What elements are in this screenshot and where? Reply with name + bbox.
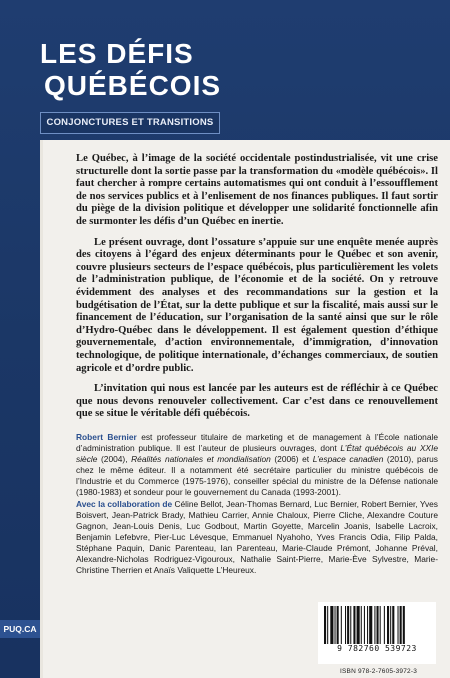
blurb-paragraph-2: Le présent ouvrage, dont l’ossature s’appuie sur une enquête menée auprès des citoyens à l’égard des enjeux déterminants pour le Québec et son avenir, couvre plusieurs secteurs de l’espace québécois, plus particulièrement les volets de l’administration publique, de l’économie et de la société. On y retrouve évidemment des analyses et des recommandations sur la gestion et la budgétisation de l’État, sur la dette publique et sur la fiscalité, mais aussi sur le financement de l’éducation, sur l’organisation de la santé ainsi que sur le rôle d’Hydro-Québec dans le développement. Il est également question d’éthique gouvernementale, d’action environnementale, d’immigration, d’innovation technologique, de politique internationale, d’échanges commerciaux, de soutien agricole et d’ordre public. xyxy=(76,236,438,374)
book-title-3: L’espace canadien xyxy=(312,453,384,464)
blurb xyxy=(76,153,438,421)
barcode-bars xyxy=(324,606,430,644)
collaborators xyxy=(76,499,438,576)
book-title xyxy=(40,40,221,100)
publisher-tab: PUQ.CA xyxy=(0,620,40,638)
author-bio-text-3: (2006) et xyxy=(270,453,313,464)
author-name: Robert Bernier xyxy=(76,432,137,442)
series-box xyxy=(40,112,220,134)
blurb-paragraph-3: L’invitation qui nous est lancée par les auteurs est de réfléchir à ce Québec que nous devons renouveler collectivement. Car c’est dans ce renouvellement que se situe le véritable défi québécois. xyxy=(76,383,438,420)
blurb-paragraph-1: Le Québec, à l’image de la société occidentale postindustrialisée, vit une crise structurelle dont la sortie passe par la transformation du «modèle québécois». Il faut chercher à rompre certains automatismes qui ont conduit à l’essoufflement de nos services publics et à l’enlisement de nos finances publiques. Il faut sortir du piège de la division politique et développer une solidarité fonctionnelle afin de surmonter les défis d’un Québec en inertie. xyxy=(76,153,438,227)
author-bio xyxy=(76,432,438,497)
title-line-1: LES DÉFIS xyxy=(40,38,194,69)
author-bio-text-1: est professeur titulaire de marketing et de management à l’École nationale d’administration publique. Il est l’auteur de plusieurs ouvrages, dont xyxy=(76,432,438,453)
author-bio-text-4: (2010), parus chez le même éditeur. Il a notamment été secrétaire particulier du ministre québécois de l’Industrie et du Commerce (1975-1976), conseiller spécial du ministre de la Défense nationale (1980-1983) et sondeur pour le gouvernement du Canada (1993-2001). xyxy=(76,453,438,497)
isbn: ISBN 978-2-7605-3972-3 xyxy=(340,668,418,675)
title-line-2: QUÉBÉCOIS xyxy=(44,70,222,101)
series-name: CONJONCTURES ET TRANSITIONS xyxy=(46,117,214,128)
book-title-2: Réalités nationales et mondialisation xyxy=(131,453,271,464)
author-bio-text-2: (2004), xyxy=(97,453,132,464)
collaborators-lead: Avec la collaboration de xyxy=(76,499,173,509)
collaborators-names: Céline Bellot, Jean-Thomas Bernard, Luc Bernier, Robert Bernier, Yves Boisvert, Jean-Patrick Brady, Mathieu Carrier, Annie Chaloux, Pierre Cliche, Alexandre Couture Gagnon, Jean-Louis Denis, Luc Godbout, Martin Goyette, Marcelin Joanis, Isabelle Lacroix, Benjamin Lefebvre, Pier-Luc Lévesque, Emmanuel Nyahoho, Yves Francis Odia, Filip Palda, Stéphane Paquin, Danic Parenteau, Ian Parenteau, Marie-Claude Prémont, Johanne Préval, Alexandre-Nicholas Rodriguez-Vigouroux, Nathalie Saint-Pierre, Marie-Ève Sylvestre, Marie-Christine Therrien et Anaïs Valiquette L’Heureux. xyxy=(76,499,438,575)
barcode-number: 9 782760 539723 xyxy=(337,644,417,653)
barcode xyxy=(318,602,436,664)
book-title-1: L’État québécois au XXIe siècle xyxy=(76,442,438,464)
